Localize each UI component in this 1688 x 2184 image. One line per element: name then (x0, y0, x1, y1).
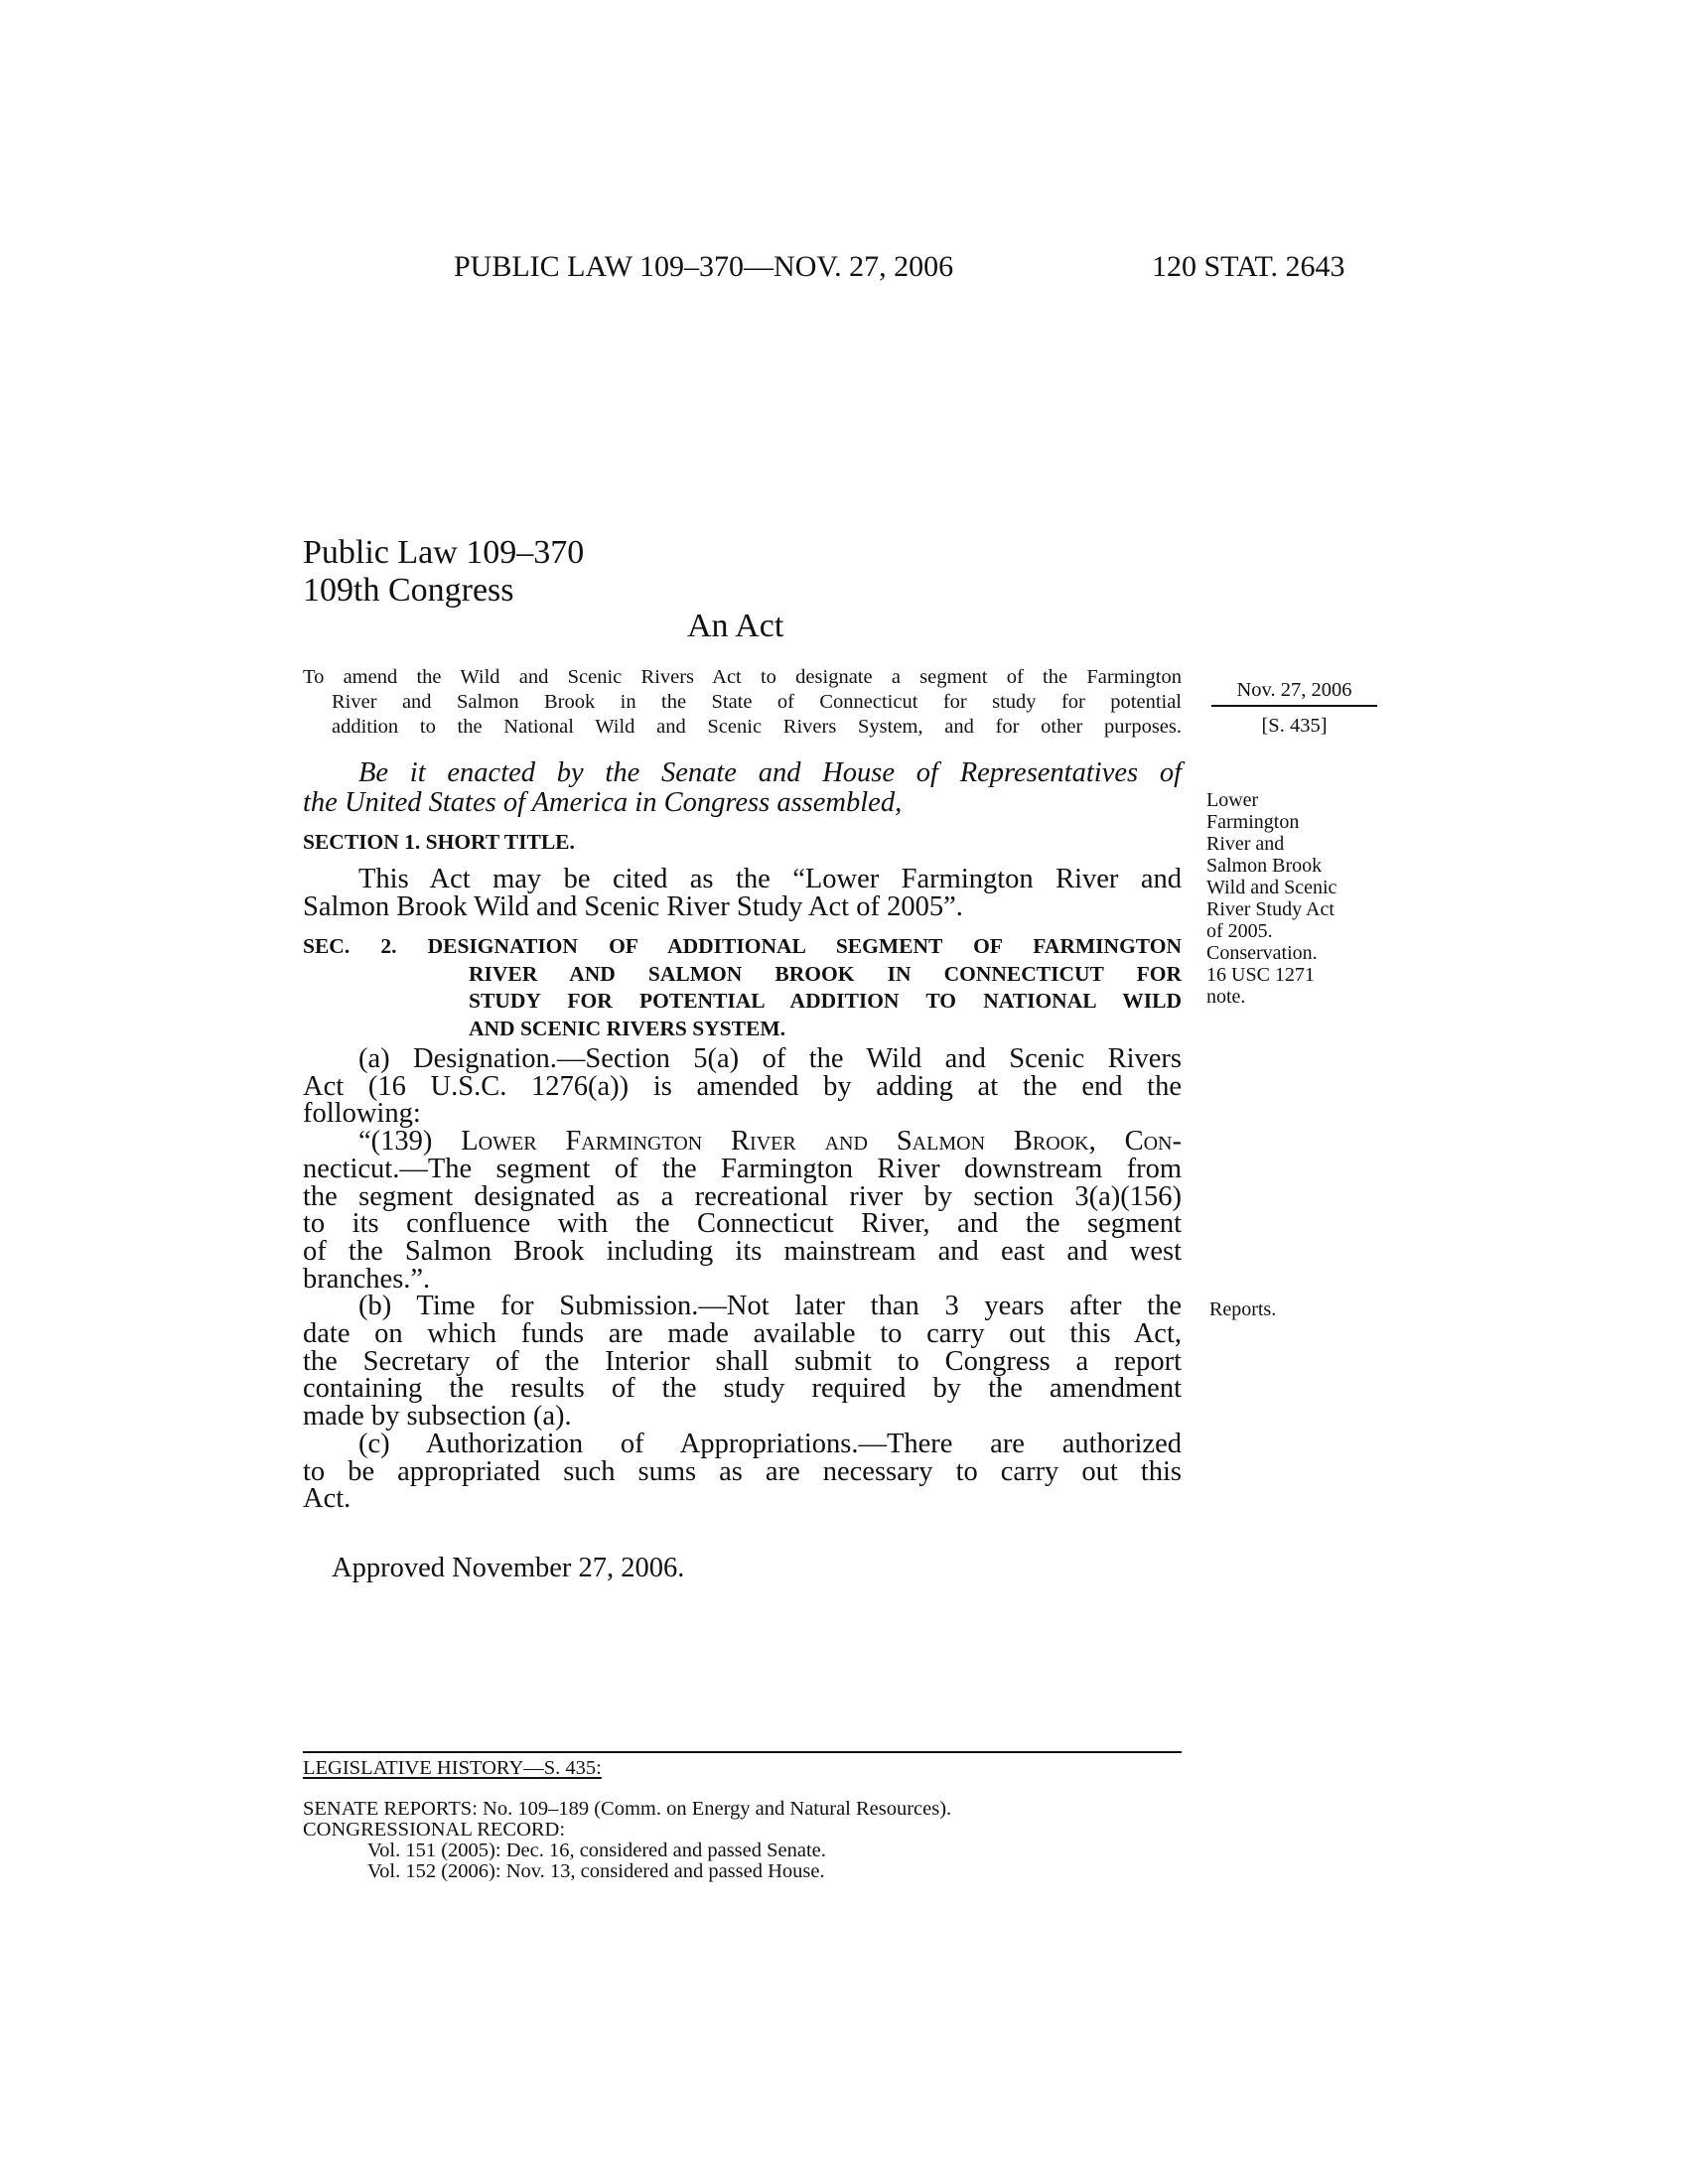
margin-note-line: Salmon Brook (1206, 855, 1323, 877)
public-law-title (303, 534, 584, 610)
quoted-amendment-line: branches.”. (303, 1263, 431, 1295)
margin-note-line: of 2005. (1206, 920, 1273, 942)
margin-note-line: Conservation. (1206, 942, 1318, 964)
subsection-b-line: made by subsection (a). (303, 1401, 572, 1433)
subsection-c-line: to be appropriated such sums as are necessary to carry out this (303, 1455, 1182, 1487)
margin-note-line: River and (1206, 833, 1285, 855)
date-rule (1211, 705, 1377, 707)
margin-note-line: 16 USC 1271 (1206, 964, 1315, 986)
subsection-b-line: containing the results of the study required by the amendment (303, 1373, 1182, 1405)
margin-note-line: note. (1206, 986, 1246, 1008)
congressional-record-label: CONGRESSIONAL RECORD: (303, 1819, 566, 1841)
legislative-history-label: LEGISLATIVE HISTORY—S. 435: (303, 1757, 602, 1779)
subsection-b-line: the Secretary of the Interior shall submit to Congress a report (303, 1345, 1182, 1377)
senate-reports: SENATE REPORTS: No. 109–189 (Comm. on Energy and Natural Resources). (303, 1798, 952, 1820)
running-header-left: PUBLIC LAW 109–370—NOV. 27, 2006 (454, 250, 954, 283)
enacting-line: Be it enacted by the Senate and House of Representatives of (358, 757, 1182, 788)
enacting-line: the United States of America in Congress assembled, (303, 787, 903, 818)
quoted-amendment-line: necticut.—The segment of the Farmington River downstream from (303, 1153, 1182, 1184)
section2-heading-line: AND SCENIC RIVERS SYSTEM. (469, 1016, 785, 1040)
purpose-line: To amend the Wild and Scenic Rivers Act to designate a segment of the Farmington (303, 666, 1182, 688)
section2-heading-line: SEC. 2. DESIGNATION OF ADDITIONAL SEGMENT OF FARMINGTON (303, 934, 1182, 958)
body-line: Salmon Brook Wild and Scenic River Study Act of 2005”. (303, 890, 963, 922)
section1-text (303, 866, 1182, 920)
subsection-c-line: Act. (303, 1483, 352, 1515)
body-line: This Act may be cited as the “Lower Farmington River and (358, 864, 1182, 894)
bill-number: [S. 435] (1261, 715, 1328, 737)
enacting-clause (303, 758, 1182, 818)
purpose-line: River and Salmon Brook in the State of Connecticut for study for potential (332, 691, 1182, 713)
subsection-b-line: date on which funds are made available to carry out this Act, (303, 1318, 1182, 1350)
subsection-c-line: (c) Authorization of Appropriations.—There are authorized (358, 1428, 1182, 1459)
purpose-statement (303, 665, 1182, 740)
enactment-date: Nov. 27, 2006 (1236, 679, 1352, 701)
margin-note-line: Wild and Scenic (1206, 877, 1337, 898)
margin-note-short-title (1206, 789, 1385, 1008)
quoted-amendment-line: “(139) Lower Farmington River and Salmon Brook, Con- (358, 1126, 1182, 1158)
public-law-number: Public Law 109–370 (303, 534, 585, 571)
legislative-history-title (303, 1758, 602, 1779)
subsection-a-line: following: (303, 1098, 421, 1130)
an-act-heading: An Act (687, 608, 784, 644)
section2-heading (303, 933, 1182, 1042)
subsection-a-line: Act (16 U.S.C. 1276(a)) is amended by adding at the end the (303, 1070, 1182, 1102)
margin-note-line: Lower (1206, 789, 1259, 811)
purpose-line: addition to the National Wild and Scenic Rivers System, and for other purposes. (332, 716, 1182, 738)
record-vol-152: Vol. 152 (2006): Nov. 13, considered and passed House. (367, 1860, 825, 1882)
footnote-rule (303, 1751, 1182, 1753)
congress-number: 109th Congress (303, 572, 514, 609)
approval-date: Approved November 27, 2006. (332, 1553, 685, 1583)
margin-note-reports: Reports. (1209, 1298, 1277, 1320)
subsection-a-line: (a) Designation.—Section 5(a) of the Wild and Scenic Rivers (358, 1043, 1182, 1074)
subsection-b-line: (b) Time for Submission.—Not later than 3 years after the (358, 1291, 1182, 1322)
enactment-date-box (1211, 677, 1377, 739)
quoted-amendment-line: of the Salmon Brook including its mainstream and east and west (303, 1235, 1182, 1267)
section2-heading-line: RIVER AND SALMON BROOK IN CONNECTICUT FOR (469, 961, 1182, 986)
running-header-page: 120 STAT. 2643 (1152, 250, 1345, 283)
margin-note-line: Farmington (1206, 811, 1300, 833)
section1-heading: SECTION 1. SHORT TITLE. (303, 830, 575, 854)
section2-heading-line: STUDY FOR POTENTIAL ADDITION TO NATIONAL WILD (469, 989, 1182, 1013)
margin-note-line: River Study Act (1206, 898, 1335, 920)
section2-body (303, 1045, 1182, 1513)
quoted-amendment-line: to its confluence with the Connecticut River, and the segment (303, 1208, 1182, 1240)
quoted-amendment-line: the segment designated as a recreational river by section 3(a)(156) (303, 1180, 1182, 1212)
record-vol-151: Vol. 151 (2005): Dec. 16, considered and passed Senate. (367, 1840, 826, 1861)
